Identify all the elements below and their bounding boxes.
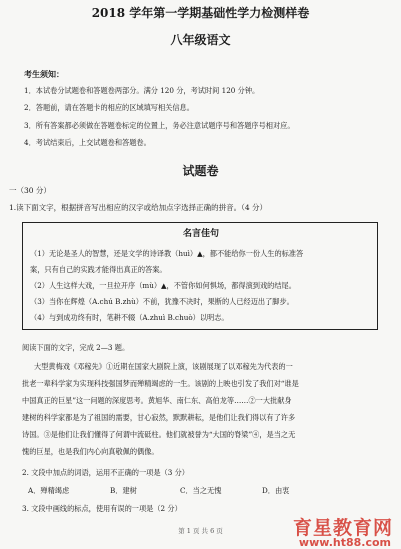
quote-item: 案，只有自己的实践才能得出真正的答案。	[30, 265, 167, 274]
quote-box-title: 名言佳句	[182, 229, 219, 239]
quote-item: （2）人生这样大戏，一旦拉开序（mù）▲，不管你如何惧场，都得演到戏的结尾。	[30, 281, 296, 290]
q2-option-d: D．由衷	[262, 486, 290, 495]
passage-line: 大型黄梅戏《邓稼先》①近期在国家大剧院上演，该剧展现了以邓稼先为代表的一	[34, 362, 293, 371]
passage-line: 建树的科学家都是为了祖国的需要，甘心寂然，默默耕耘，是他们让我们得以有了许多	[22, 413, 296, 422]
page-footer: 第 1 页 共 6 页	[178, 527, 223, 535]
note-item: 4．考试结束后，上交试题卷和答题卷。	[24, 138, 151, 147]
reading-instruction: 阅读下面的文字，完成 2—3 题。	[22, 343, 130, 352]
note-item: 1．本试卷分试题卷和答题卷两部分。满分 120 分，考试时间 120 分钟。	[24, 86, 260, 95]
question-1: 1.读下面文字，根据拼音写出相应的汉字或给加点字选择正确的拼音。（4 分）	[9, 203, 268, 212]
exam-title: 2018 学年第一学期基础性学力检测样卷	[91, 6, 310, 20]
watermark-logo-text: 育星教育网	[292, 517, 393, 539]
passage-line: 中国真正的巨星”这一问题的深度思考。黄旭华、南仁东、高伯龙等……②一大批献身	[22, 396, 292, 405]
quote-box	[22, 222, 378, 330]
part-label: 一（30 分）	[9, 186, 51, 195]
passage-line: 批老一辈科学家为实现科技强国梦而殚精竭虑的一生。该剧的上映也引发了我们对“谁是	[22, 379, 299, 388]
quote-item: （1）无论是圣人的智慧，还是文学的诗译教（huì）▲，都不能给你一份人生的标准答	[30, 249, 304, 258]
note-item: 2．答题前，请在答题卡的相应的区域填写相关信息。	[24, 103, 194, 112]
q2-option-c: C．当之无愧	[180, 486, 222, 495]
passage-line: 诗国。③是他们让我们懂得了何谓中流砥柱。他们就被誉为“大国的脊梁”④，是当之无	[22, 430, 296, 439]
question-3: 3. 文段中画线的标点，使用有误的一项是（2 分）	[22, 504, 182, 513]
question-2: 2. 文段中加点的词语，运用不正确的一项是（3 分）	[22, 468, 189, 477]
quote-item: （4）与到成功终有时，笔耕不辍（A.zhuì B.chuò）以明志。	[30, 313, 229, 322]
quote-item: （3）当你在辉煌（A.chú B.zhù）不前，犹豫不决时，果断的人已经迈出了脚步。	[30, 297, 294, 306]
q2-option-b: B．建树	[110, 486, 137, 495]
watermark-url: www.ht88.com	[298, 536, 391, 549]
exam-subtitle: 八年级语文	[170, 33, 231, 47]
section-title: 试题卷	[182, 164, 219, 178]
q2-option-a: A．殚精竭虑	[28, 486, 70, 495]
notes-heading: 考生须知：	[24, 69, 64, 79]
note-item: 3．所有答案都必须做在答题卷标定的位置上，务必注意试题序号和答题序号相对应。	[24, 121, 295, 130]
watermark	[251, 503, 399, 549]
passage-line: 愧的巨星，也是我们内心向真敬佩的偶像。	[22, 447, 159, 456]
